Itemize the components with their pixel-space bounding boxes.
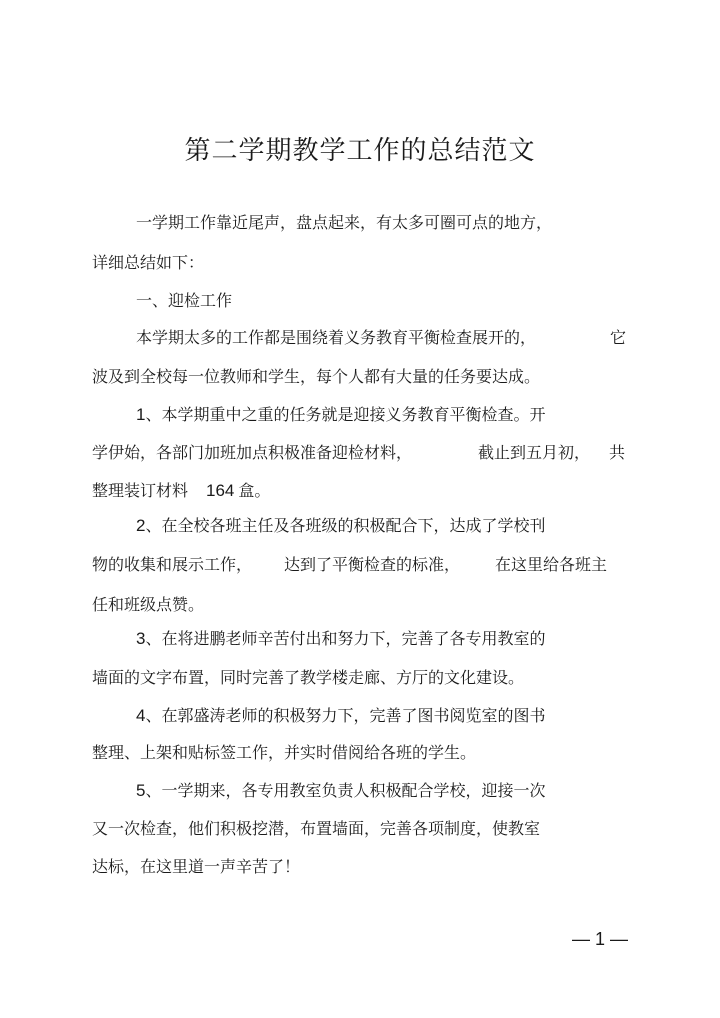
item4-number: 4 xyxy=(136,706,146,725)
item2-line-2c: 在这里给各班主 xyxy=(495,555,608,574)
item5-line-1 xyxy=(136,780,545,802)
item4-text-1: 、在郭盛涛老师的积极努力下，完善了图书阅览室的图书 xyxy=(145,706,546,725)
para-main-line-2: 波及到全校每一位教师和学生，每个人都有大量的任务要达成。 xyxy=(92,367,541,386)
item1-line-2c: 共 xyxy=(609,443,626,462)
item1-number: 1 xyxy=(136,405,146,424)
item2-number: 2 xyxy=(136,516,146,535)
item5-line-3: 达标，在这里道一声辛苦了！ xyxy=(92,857,301,876)
item5-line-2: 又一次检查，他们积极挖潜，布置墙面，完善各项制度，使教室 xyxy=(92,819,541,838)
item2-line-1 xyxy=(136,515,545,537)
item2-line-3: 任和班级点赞。 xyxy=(92,595,205,614)
para-main-line-1-tail: 它 xyxy=(610,328,627,347)
document-title: 第二学期教学工作的总结范文 xyxy=(184,136,536,166)
intro-line-1: 一学期工作靠近尾声，盘点起来，有太多可圈可点的地方， xyxy=(136,213,553,232)
item1-text-1: 、本学期重中之重的任务就是迎接义务教育平衡检查。开 xyxy=(145,405,546,424)
item2-line-2b: 达到了平衡检查的标准， xyxy=(284,555,461,574)
item3-text-1: 、在将进鹏老师辛苦付出和努力下，完善了各专用教室的 xyxy=(145,629,546,648)
section-heading-1: 一、迎检工作 xyxy=(136,291,233,310)
para-main-line-1: 本学期太多的工作都是围绕着义务教育平衡检查展开的， xyxy=(136,328,537,347)
item3-line-1 xyxy=(136,628,545,650)
item1-line-1 xyxy=(136,404,545,426)
intro-line-2: 详细总结如下： xyxy=(92,253,205,272)
item5-number: 5 xyxy=(136,781,146,800)
item3-line-2: 墙面的文字布置，同时完善了教学楼走廊、方厅的文化建设。 xyxy=(92,668,525,687)
item3-number: 3 xyxy=(136,629,146,648)
item4-line-2: 整理、上架和贴标签工作，并实时借阅给各班的学生。 xyxy=(92,743,477,762)
item1-box-count: 164 xyxy=(206,481,235,500)
item1-text-3a: 整理装订材料 xyxy=(92,481,189,500)
item1-line-3 xyxy=(92,480,270,502)
item1-line-2a: 学伊始，各部门加班加点积极准备迎检材料， xyxy=(92,443,413,462)
item2-text-1: 、在全校各班主任及各班级的积极配合下，达成了学校刊 xyxy=(145,516,546,535)
item2-line-2a: 物的收集和展示工作， xyxy=(92,555,253,574)
item1-line-2b: 截止到五月初， xyxy=(478,443,591,462)
item1-text-3b: 盒。 xyxy=(238,481,271,500)
page-number: — 1 — xyxy=(572,929,629,949)
item4-line-1 xyxy=(136,705,545,727)
item5-text-1: 、一学期来，各专用教室负责人积极配合学校，迎接一次 xyxy=(145,781,546,800)
